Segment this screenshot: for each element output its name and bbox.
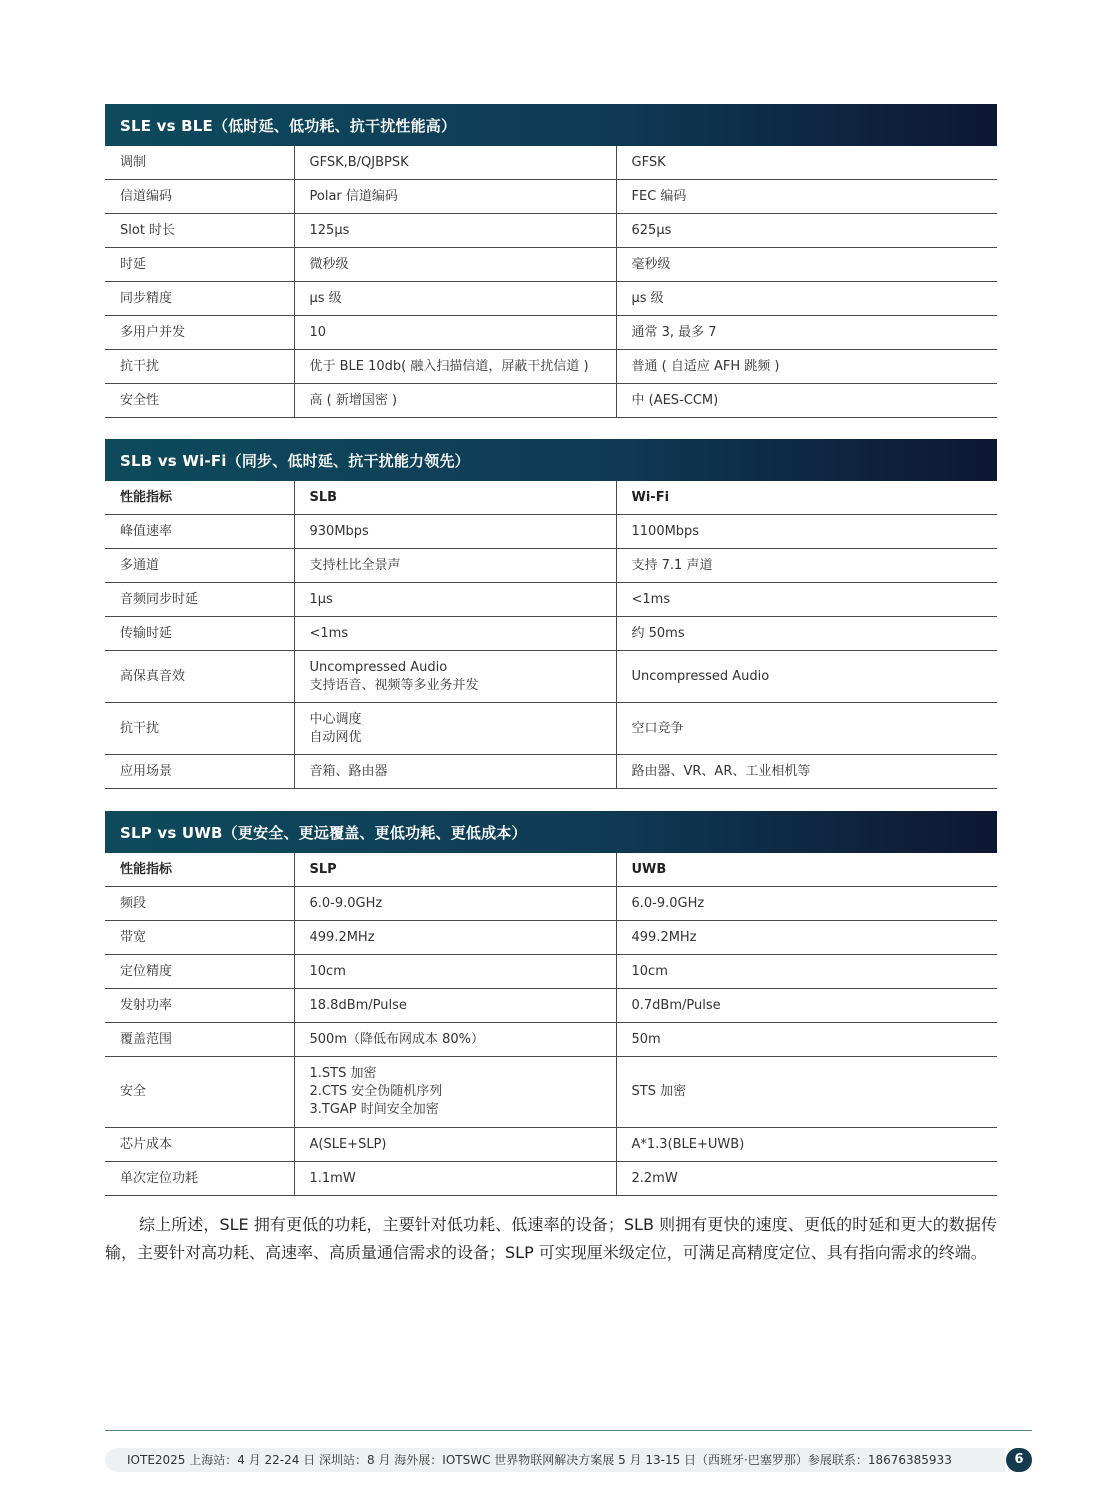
metric-cell: 芯片成本 xyxy=(105,1128,294,1162)
value-cell-a xyxy=(294,1128,616,1162)
value-cell-a xyxy=(294,1057,616,1128)
value-cell-b-line: 1100Mbps xyxy=(631,523,700,539)
value-cell-b xyxy=(616,583,997,617)
value-cell-a xyxy=(294,887,616,921)
metric-cell: 音频同步时延 xyxy=(105,583,294,617)
table-row xyxy=(105,1128,997,1162)
value-cell-b-line: 毫秒级 xyxy=(631,256,671,272)
value-cell-a-line: 2.CTS 安全伪随机序列 xyxy=(309,1084,443,1099)
column-header-a: SLB xyxy=(294,481,616,515)
value-cell-a-line: 自动网优 xyxy=(309,729,362,745)
value-cell-b-line: 支持 7.1 声道 xyxy=(631,557,713,573)
metric-cell: 发射功率 xyxy=(105,989,294,1023)
value-cell-b xyxy=(616,1162,997,1196)
value-cell-b-line: GFSK xyxy=(631,154,666,170)
value-cell-b xyxy=(616,651,997,703)
table-row xyxy=(105,703,997,755)
metric-cell: 安全 xyxy=(105,1057,294,1128)
table-row xyxy=(105,1023,997,1057)
value-cell-a xyxy=(294,316,616,350)
value-cell-a-line: GFSK,B/QJBPSK xyxy=(309,154,409,170)
comparison-table xyxy=(105,853,997,1196)
table-column-header-row xyxy=(105,481,997,515)
table-slb-vs-wifi xyxy=(105,439,997,789)
value-cell-a-line: 高 ( 新增国密 ) xyxy=(309,392,398,408)
value-cell-a xyxy=(294,350,616,384)
value-cell-b xyxy=(616,887,997,921)
value-cell-a-line: 1μs xyxy=(309,591,333,607)
value-cell-a-line: 支持杜比全景声 xyxy=(309,557,401,573)
metric-cell: 同步精度 xyxy=(105,282,294,316)
value-cell-b xyxy=(616,384,997,418)
value-cell-b xyxy=(616,989,997,1023)
table-row xyxy=(105,282,997,316)
table-row xyxy=(105,1162,997,1196)
table-row xyxy=(105,316,997,350)
metric-cell: 抗干扰 xyxy=(105,703,294,755)
value-cell-a xyxy=(294,989,616,1023)
value-cell-b xyxy=(616,1128,997,1162)
metric-cell: 抗干扰 xyxy=(105,350,294,384)
value-cell-a xyxy=(294,1162,616,1196)
metric-cell: 频段 xyxy=(105,887,294,921)
metric-cell: 时延 xyxy=(105,248,294,282)
value-cell-a xyxy=(294,248,616,282)
value-cell-a-line: 10 xyxy=(309,324,327,340)
table-row xyxy=(105,180,997,214)
value-cell-b-line: 普通 ( 自适应 AFH 跳频 ) xyxy=(631,358,780,374)
table-row xyxy=(105,583,997,617)
metric-cell: 峰值速率 xyxy=(105,515,294,549)
column-header-metric: 性能指标 xyxy=(105,481,294,515)
table-row xyxy=(105,921,997,955)
value-cell-a xyxy=(294,955,616,989)
value-cell-a-line: Polar 信道编码 xyxy=(309,188,398,204)
metric-cell: 多通道 xyxy=(105,549,294,583)
value-cell-b-line: 10cm xyxy=(631,963,668,979)
table-row xyxy=(105,955,997,989)
table-row xyxy=(105,549,997,583)
value-cell-b-line: 625μs xyxy=(631,222,672,238)
value-cell-a-line: 1.STS 加密 xyxy=(309,1066,377,1081)
table-row xyxy=(105,214,997,248)
value-cell-a-line: 10cm xyxy=(309,963,346,979)
table-slp-vs-uwb xyxy=(105,811,997,1196)
table-row xyxy=(105,617,997,651)
table-row xyxy=(105,146,997,180)
value-cell-b xyxy=(616,248,997,282)
value-cell-a-line: 1.1mW xyxy=(309,1170,356,1186)
comparison-table xyxy=(105,481,997,789)
table-row xyxy=(105,989,997,1023)
metric-cell: 高保真音效 xyxy=(105,651,294,703)
table-row xyxy=(105,887,997,921)
value-cell-a-line: Uncompressed Audio xyxy=(309,659,448,675)
value-cell-b-line: STS 加密 xyxy=(631,1084,687,1099)
value-cell-a xyxy=(294,703,616,755)
value-cell-a-line: 18.8dBm/Pulse xyxy=(309,997,407,1013)
value-cell-b-line: 50m xyxy=(631,1031,661,1047)
value-cell-b xyxy=(616,955,997,989)
value-cell-b xyxy=(616,1023,997,1057)
metric-cell: Slot 时长 xyxy=(105,214,294,248)
value-cell-b-line: 路由器、VR、AR、工业相机等 xyxy=(631,763,811,779)
value-cell-b xyxy=(616,921,997,955)
value-cell-b-line: 6.0-9.0GHz xyxy=(631,895,705,911)
table-row xyxy=(105,248,997,282)
metric-cell: 信道编码 xyxy=(105,180,294,214)
value-cell-b xyxy=(616,214,997,248)
value-cell-a-line: 音箱、路由器 xyxy=(309,763,388,779)
value-cell-a xyxy=(294,214,616,248)
column-header-b: Wi-Fi xyxy=(616,481,997,515)
value-cell-a xyxy=(294,921,616,955)
metric-cell: 带宽 xyxy=(105,921,294,955)
value-cell-a xyxy=(294,384,616,418)
value-cell-a xyxy=(294,146,616,180)
value-cell-b-line: 中 (AES-CCM) xyxy=(631,392,719,408)
value-cell-a-line: 6.0-9.0GHz xyxy=(309,895,383,911)
column-header-b: UWB xyxy=(616,853,997,887)
metric-cell: 传输时延 xyxy=(105,617,294,651)
value-cell-a-line: 微秒级 xyxy=(309,256,349,272)
value-cell-b xyxy=(616,703,997,755)
value-cell-a-line: <1ms xyxy=(309,625,349,641)
value-cell-a-line: 中心调度 xyxy=(309,711,362,727)
column-header-metric: 性能指标 xyxy=(105,853,294,887)
value-cell-b xyxy=(616,146,997,180)
metric-cell: 应用场景 xyxy=(105,755,294,789)
value-cell-a-line: 3.TGAP 时间安全加密 xyxy=(309,1102,439,1117)
value-cell-b xyxy=(616,350,997,384)
footer-event-info: IOTE2025 上海站：4 月 22-24 日 深圳站：8 月 海外展：IOTSWC 世界物联网解决方案展 5 月 13-15 日（西班牙·巴塞罗那）参展联系：18676385933 xyxy=(127,1453,952,1467)
metric-cell: 单次定位功耗 xyxy=(105,1162,294,1196)
metric-cell: 覆盖范围 xyxy=(105,1023,294,1057)
value-cell-b-line: 499.2MHz xyxy=(631,929,697,945)
value-cell-b xyxy=(616,755,997,789)
table-title: SLE vs BLE（低时延、低功耗、抗干扰性能高） xyxy=(105,104,997,146)
comparison-table xyxy=(105,146,997,418)
value-cell-b xyxy=(616,549,997,583)
value-cell-b-line: 0.7dBm/Pulse xyxy=(631,997,721,1013)
value-cell-a-line: 930Mbps xyxy=(309,523,369,539)
value-cell-b xyxy=(616,1057,997,1128)
page-number: 6 xyxy=(1006,1448,1032,1472)
value-cell-b-line: A*1.3(BLE+UWB) xyxy=(631,1136,745,1152)
table-row xyxy=(105,651,997,703)
footer-divider xyxy=(105,1430,1032,1431)
metric-cell: 安全性 xyxy=(105,384,294,418)
value-cell-b xyxy=(616,180,997,214)
table-sle-vs-ble xyxy=(105,104,997,418)
value-cell-b-line: 通常 3, 最多 7 xyxy=(631,324,717,340)
metric-cell: 调制 xyxy=(105,146,294,180)
value-cell-a xyxy=(294,180,616,214)
table-row xyxy=(105,350,997,384)
table-row xyxy=(105,384,997,418)
value-cell-a xyxy=(294,583,616,617)
value-cell-b-line: μs 级 xyxy=(631,290,664,306)
value-cell-a xyxy=(294,755,616,789)
column-header-a: SLP xyxy=(294,853,616,887)
value-cell-b-line: Uncompressed Audio xyxy=(631,668,770,684)
table-row xyxy=(105,755,997,789)
value-cell-a xyxy=(294,515,616,549)
table-column-header-row xyxy=(105,853,997,887)
value-cell-b-line: 空口竞争 xyxy=(631,720,684,736)
value-cell-a xyxy=(294,549,616,583)
value-cell-b xyxy=(616,316,997,350)
value-cell-a-line: 125μs xyxy=(309,222,350,238)
table-title: SLB vs Wi-Fi（同步、低时延、抗干扰能力领先） xyxy=(105,439,997,481)
value-cell-b xyxy=(616,515,997,549)
value-cell-a xyxy=(294,282,616,316)
table-row xyxy=(105,1057,997,1128)
value-cell-b-line: 约 50ms xyxy=(631,625,685,641)
value-cell-b xyxy=(616,282,997,316)
value-cell-a-line: 499.2MHz xyxy=(309,929,375,945)
summary-paragraph: 综上所述，SLE 拥有更低的功耗，主要针对低功耗、低速率的设备；SLB 则拥有更快的速度、更低的时延和更大的数据传输，主要针对高功耗、高速率、高质量通信需求的设备；SLP 可实现厘米级定位，可满足高精度定位、具有指向需求的终端。 xyxy=(105,1215,997,1262)
value-cell-a xyxy=(294,1023,616,1057)
value-cell-b-line: 2.2mW xyxy=(631,1170,678,1186)
table-row xyxy=(105,515,997,549)
value-cell-b xyxy=(616,617,997,651)
metric-cell: 定位精度 xyxy=(105,955,294,989)
metric-cell: 多用户并发 xyxy=(105,316,294,350)
value-cell-a-line: 支持语音、视频等多业务并发 xyxy=(309,677,479,693)
value-cell-b-line: FEC 编码 xyxy=(631,188,687,204)
value-cell-a xyxy=(294,617,616,651)
value-cell-a-line: μs 级 xyxy=(309,290,342,306)
value-cell-a-line: 优于 BLE 10db( 融入扫描信道，屏蔽干扰信道 ) xyxy=(309,358,589,374)
value-cell-a xyxy=(294,651,616,703)
value-cell-b-line: <1ms xyxy=(631,591,671,607)
value-cell-a-line: A(SLE+SLP) xyxy=(309,1136,387,1152)
table-title: SLP vs UWB（更安全、更远覆盖、更低功耗、更低成本） xyxy=(105,811,997,853)
value-cell-a-line: 500m（降低布网成本 80%） xyxy=(309,1031,485,1047)
